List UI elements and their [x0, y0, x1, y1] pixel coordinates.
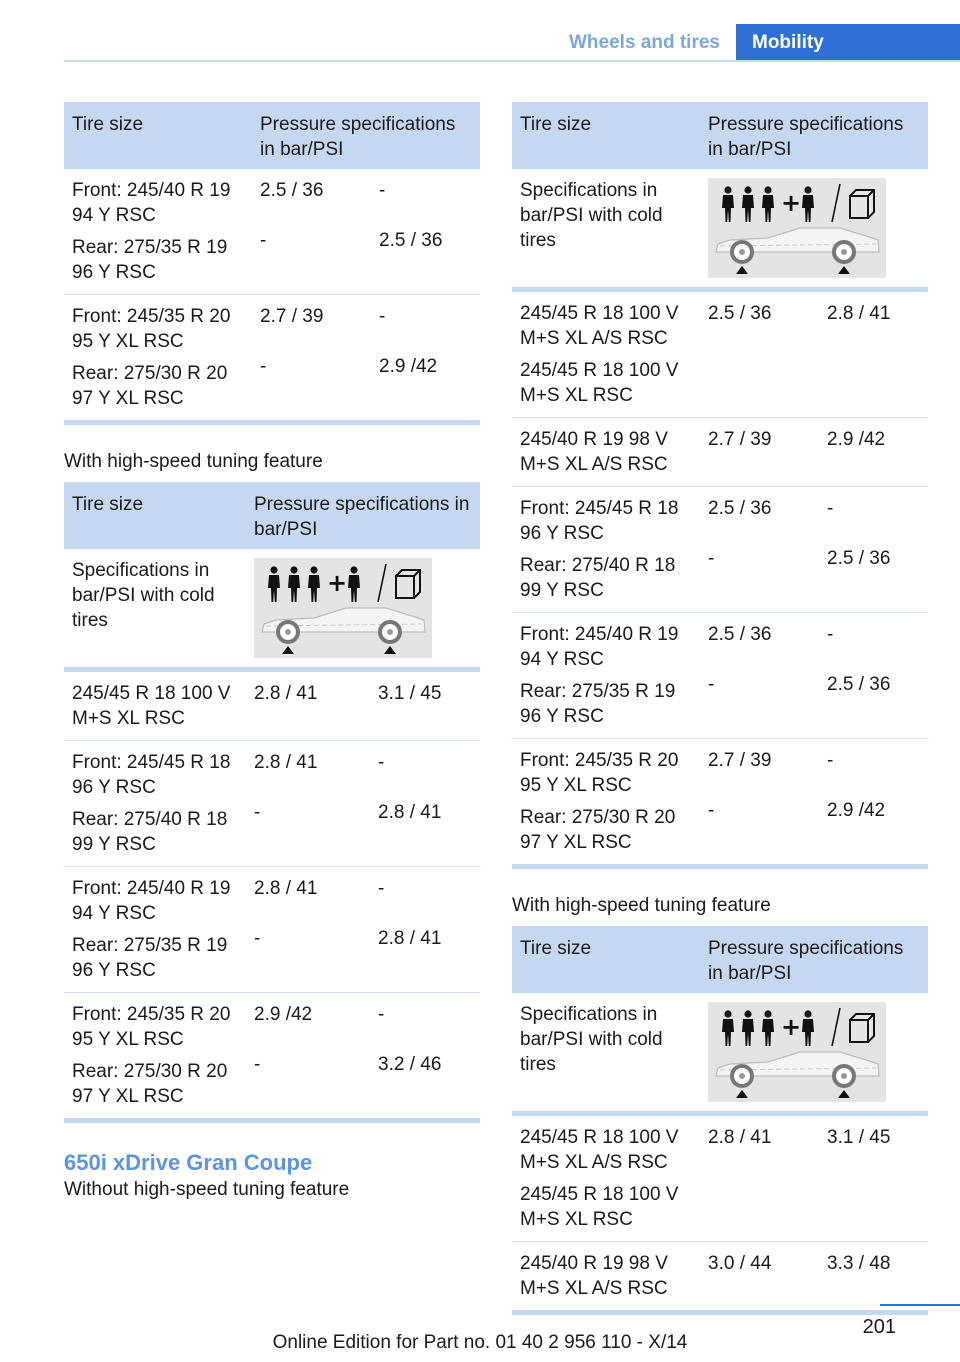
table-row: [64, 867, 480, 993]
load-diagram-icon: [708, 178, 886, 278]
pressure-value: 3.0 / 44: [708, 1253, 772, 1274]
tire-size-cell: [512, 487, 700, 613]
pressure-value: 2.7 / 39: [708, 429, 772, 450]
pressure-cell: [700, 739, 819, 867]
person-icon: [742, 186, 754, 222]
pressure-cell: [370, 993, 480, 1121]
tire-size-text: Rear: 275/35 R 19 96 Y RSC: [72, 935, 228, 981]
pressure-value: -: [827, 750, 834, 771]
tire-size-cell: [512, 613, 700, 739]
load-diagram-icon: [708, 1002, 886, 1102]
luggage-icon: [396, 570, 420, 598]
tire-size-text: Front: 245/35 R 20 95 Y XL RSC: [520, 750, 679, 796]
person-icon: [762, 186, 774, 222]
slash-divider: [832, 1008, 840, 1046]
pressure-value: 2.5 / 36: [708, 624, 772, 645]
pressure-value: 2.5 / 36: [260, 180, 324, 201]
tire-size-cell: [64, 670, 246, 741]
load-diagram-icon: [708, 1002, 886, 1102]
slash-divider: [378, 564, 386, 602]
pressure-value: 2.7 / 39: [708, 750, 772, 771]
pressure-cell: [700, 290, 819, 418]
table-body: [64, 670, 480, 1121]
load-diagram-cell: [246, 549, 480, 670]
load-diagram-icon: [254, 558, 432, 658]
tire-size-cell: [512, 739, 700, 867]
tire-size-text: Front: 245/45 R 18 96 Y RSC: [72, 752, 231, 798]
pressure-value: -: [379, 306, 386, 327]
load-diagram-icon: [254, 558, 432, 658]
arrow-up-icon: [838, 1090, 850, 1098]
pressure-value: -: [260, 356, 267, 377]
pressure-cell: [246, 670, 370, 741]
tire-size-text: Front: 245/40 R 19 94 Y RSC: [520, 624, 679, 670]
person-icon: [722, 186, 734, 222]
header-pressure: Pressure specifications in bar/PSI: [246, 482, 480, 549]
header-pressure: Pressure specifications in bar/PSI: [700, 926, 928, 993]
pressure-cell: [371, 169, 480, 295]
left-column: [64, 102, 480, 1202]
plus-icon: +: [327, 569, 348, 597]
tire-size-text: 245/40 R 19 98 V M+S XL A/S RSC: [520, 1253, 668, 1299]
pressure-cell: [819, 290, 928, 418]
pressure-value: 2.8 / 41: [254, 752, 318, 773]
pressure-value: 2.8 / 41: [378, 928, 442, 949]
tire-pressure-table: [64, 482, 480, 1123]
section-label-no-high-speed: Without high-speed tuning feature: [64, 1179, 350, 1200]
header-tire-size: Tire size: [512, 102, 700, 169]
tire-size-text: Rear: 275/40 R 18 99 Y RSC: [520, 555, 676, 601]
pressure-value: -: [378, 752, 385, 773]
tire-pressure-table: [512, 926, 928, 1315]
tire-size-text: 245/45 R 18 100 V M+S XL A/S RSC: [520, 1127, 679, 1173]
chapter-tab[interactable]: Mobility: [736, 24, 960, 62]
header-pressure: Pressure specifications in bar/PSI: [252, 102, 480, 169]
pressure-value: -: [827, 624, 834, 645]
pressure-value: 2.8 / 41: [708, 1127, 772, 1148]
tire-size-text: 245/45 R 18 100 V M+S XL RSC: [72, 683, 231, 729]
tire-size-cell: [64, 295, 252, 423]
table-body: [512, 1114, 928, 1313]
tire-size-text: Front: 245/35 R 20 95 Y XL RSC: [72, 1004, 231, 1050]
luggage-icon: [850, 1014, 874, 1042]
pressure-value: -: [260, 230, 267, 251]
pressure-cell: [252, 169, 371, 295]
tire-size-cell: [512, 1114, 700, 1242]
tire-size-text: Rear: 275/35 R 19 96 Y RSC: [520, 681, 676, 727]
pressure-value: 2.5 / 36: [708, 303, 772, 324]
table-row: [64, 295, 480, 423]
tire-size-cell: [64, 169, 252, 295]
arrow-up-icon: [736, 1090, 748, 1098]
pressure-cell: [371, 295, 480, 423]
pressure-cell: [819, 487, 928, 613]
pressure-value: -: [378, 878, 385, 899]
pressure-cell: [700, 1242, 819, 1313]
section-label-high-speed: With high-speed tuning feature: [64, 451, 323, 472]
pressure-value: 3.1 / 45: [378, 683, 442, 704]
table-row: [512, 613, 928, 739]
arrow-up-icon: [282, 646, 294, 654]
table-body: [64, 549, 480, 670]
cold-tires-label: Specifications in bar/PSI with cold tires: [64, 549, 246, 670]
pressure-value: -: [254, 802, 261, 823]
tire-size-text: Front: 245/40 R 19 94 Y RSC: [72, 180, 231, 226]
pressure-cell: [819, 739, 928, 867]
pressure-cell: [819, 1114, 928, 1242]
cold-tires-label: Specifications in bar/PSI with cold tires: [512, 169, 700, 290]
header-tire-size: Tire size: [64, 482, 246, 549]
cold-tires-label: Specifications in bar/PSI with cold tires: [512, 993, 700, 1114]
pressure-cell: [819, 1242, 928, 1313]
pressure-cell: [370, 670, 480, 741]
tire-size-text: Rear: 275/30 R 20 97 Y XL RSC: [72, 363, 228, 409]
tire-size-cell: [512, 290, 700, 418]
arrow-up-icon: [736, 266, 748, 274]
tire-size-text: Rear: 275/30 R 20 97 Y XL RSC: [520, 807, 676, 853]
load-diagram-icon: [708, 178, 886, 278]
table-body: [512, 290, 928, 867]
car-side-icon: [716, 1052, 879, 1098]
tire-size-text: 245/45 R 18 100 V M+S XL RSC: [520, 1184, 679, 1230]
pressure-value: -: [254, 1054, 261, 1075]
table-row: [64, 993, 480, 1121]
table-row: [512, 739, 928, 867]
section-title[interactable]: Wheels and tires: [569, 24, 736, 62]
pressure-value: 2.8 / 41: [378, 802, 442, 823]
page-number: 201: [862, 1316, 896, 1338]
tire-size-cell: [64, 741, 246, 867]
pressure-cell: [819, 418, 928, 487]
table-row: [512, 290, 928, 418]
pressure-cell: [246, 993, 370, 1121]
tire-size-text: Front: 245/45 R 18 96 Y RSC: [520, 498, 679, 544]
person-icon: [288, 566, 300, 602]
pressure-cell: [246, 741, 370, 867]
header-rule: [64, 60, 960, 62]
arrow-up-icon: [838, 266, 850, 274]
tire-size-cell: [64, 867, 246, 993]
header-pressure: Pressure specifications in bar/PSI: [700, 102, 928, 169]
tire-pressure-table: [512, 102, 928, 869]
pressure-cell: [700, 487, 819, 613]
table-row: [512, 1114, 928, 1242]
person-icon: [268, 566, 280, 602]
pressure-value: 2.9 /42: [827, 429, 886, 450]
pressure-cell: [700, 613, 819, 739]
table-body: [64, 169, 480, 423]
pressure-value: 2.8 / 41: [254, 683, 318, 704]
pressure-value: 3.1 / 45: [827, 1127, 891, 1148]
table-row: [64, 549, 480, 670]
luggage-icon: [850, 190, 874, 218]
pressure-cell: [819, 613, 928, 739]
pressure-value: 2.9 /42: [827, 800, 886, 821]
plus-icon: +: [781, 1013, 802, 1041]
table-body: [512, 993, 928, 1114]
pressure-value: 3.2 / 46: [378, 1054, 442, 1075]
table-row: [512, 993, 928, 1114]
pressure-value: 3.3 / 48: [827, 1253, 891, 1274]
tire-size-cell: [512, 418, 700, 487]
header-tire-size: Tire size: [64, 102, 252, 169]
tire-size-text: 245/45 R 18 100 V M+S XL RSC: [520, 360, 679, 406]
car-side-icon: [262, 608, 425, 654]
person-icon: [802, 186, 814, 222]
tire-size-text: Rear: 275/35 R 19 96 Y RSC: [72, 237, 228, 283]
page-header: [569, 24, 960, 62]
pressure-value: 2.5 / 36: [708, 498, 772, 519]
load-diagram-cell: [700, 993, 928, 1114]
pressure-value: 2.8 / 41: [827, 303, 891, 324]
tire-size-text: Rear: 275/40 R 18 99 Y RSC: [72, 809, 228, 855]
table-row: [512, 418, 928, 487]
tire-size-text: Rear: 275/30 R 20 97 Y XL RSC: [72, 1061, 228, 1107]
tire-size-cell: [512, 1242, 700, 1313]
pressure-cell: [700, 1114, 819, 1242]
table-row: [64, 670, 480, 741]
pressure-value: 2.5 / 36: [827, 548, 891, 569]
pressure-value: -: [827, 498, 834, 519]
table-row: [64, 741, 480, 867]
pressure-value: -: [378, 1004, 385, 1025]
person-icon: [308, 566, 320, 602]
header-tire-size: Tire size: [512, 926, 700, 993]
car-side-icon: [716, 228, 879, 274]
tire-size-text: 245/45 R 18 100 V M+S XL A/S RSC: [520, 303, 679, 349]
table-row: [512, 169, 928, 290]
pressure-cell: [252, 295, 371, 423]
right-column: [512, 102, 928, 1315]
plus-icon: +: [781, 189, 802, 217]
footer-edition: Online Edition for Part no. 01 40 2 956 110 - X/14: [272, 1332, 688, 1353]
pressure-cell: [246, 867, 370, 993]
tire-size-text: Front: 245/35 R 20 95 Y XL RSC: [72, 306, 231, 352]
table-row: [512, 1242, 928, 1313]
table-row: [512, 487, 928, 613]
pressure-value: 2.9 /42: [379, 356, 438, 377]
pressure-value: -: [708, 800, 715, 821]
pressure-value: -: [254, 928, 261, 949]
table-body: [512, 169, 928, 290]
pressure-cell: [700, 418, 819, 487]
section-label-high-speed: With high-speed tuning feature: [512, 895, 771, 916]
pressure-value: 2.7 / 39: [260, 306, 324, 327]
table-row: [64, 169, 480, 295]
pressure-value: -: [708, 674, 715, 695]
tire-size-text: 245/40 R 19 98 V M+S XL A/S RSC: [520, 429, 668, 475]
person-icon: [722, 1010, 734, 1046]
pressure-value: -: [708, 548, 715, 569]
person-icon: [762, 1010, 774, 1046]
person-icon: [802, 1010, 814, 1046]
tire-size-text: Front: 245/40 R 19 94 Y RSC: [72, 878, 231, 924]
pressure-value: 2.9 /42: [254, 1004, 313, 1025]
model-heading: 650i xDrive Gran Coupe: [64, 1150, 313, 1175]
pressure-value: -: [379, 180, 386, 201]
pressure-cell: [370, 741, 480, 867]
slash-divider: [832, 184, 840, 222]
pressure-value: 2.5 / 36: [379, 230, 443, 251]
arrow-up-icon: [384, 646, 396, 654]
tire-pressure-table: [64, 102, 480, 425]
load-diagram-cell: [700, 169, 928, 290]
tire-size-cell: [64, 993, 246, 1121]
pressure-value: 2.5 / 36: [827, 674, 891, 695]
pressure-value: 2.8 / 41: [254, 878, 318, 899]
footer-rule: [880, 1304, 960, 1306]
person-icon: [348, 566, 360, 602]
person-icon: [742, 1010, 754, 1046]
pressure-cell: [370, 867, 480, 993]
